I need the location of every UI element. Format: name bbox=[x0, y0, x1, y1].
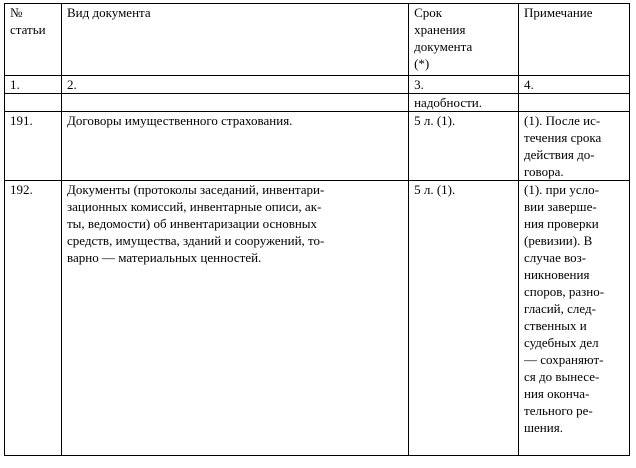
column-number-row bbox=[5, 76, 630, 94]
column-number-4: 4. bbox=[519, 76, 630, 94]
header-document-type: Вид документа bbox=[62, 4, 409, 76]
note-text: (1). После ис- течения срока действия до- говора. bbox=[519, 112, 630, 181]
document-retention-table bbox=[4, 3, 630, 456]
article-number: 192. bbox=[5, 181, 62, 456]
continuation-cell-1 bbox=[5, 94, 62, 112]
table-row bbox=[5, 112, 630, 181]
column-number-1: 1. bbox=[5, 76, 62, 94]
continuation-term-text: надобности. bbox=[409, 94, 519, 112]
column-number-2: 2. bbox=[62, 76, 409, 94]
note-text: (1). при усло- вии заверше- ния проверки (ревизии). В случае воз- никновения споров, разно- гласий, след- ственных и судебных дел — сохраняют- ся до вынесе- ния оконча- тельного ре- шения. bbox=[519, 181, 630, 456]
document-type: Документы (протоколы заседаний, инвентари- зационных комиссий, инвентарные описи, ак- ты, ведомости) об инвентаризации основных средств, имущества, зданий и сооружений, то- варно — материальных ценностей. bbox=[62, 181, 409, 456]
retention-term: 5 л. (1). bbox=[409, 112, 519, 181]
continuation-cell-2 bbox=[62, 94, 409, 112]
header-retention-term: Срок хранения документа (*) bbox=[409, 4, 519, 76]
document-type: Договоры имущественного страхования. bbox=[62, 112, 409, 181]
header-note: Примечание bbox=[519, 4, 630, 76]
article-number: 191. bbox=[5, 112, 62, 181]
column-number-3: 3. bbox=[409, 76, 519, 94]
table-row bbox=[5, 181, 630, 456]
header-article-number: № статьи bbox=[5, 4, 62, 76]
retention-term: 5 л. (1). bbox=[409, 181, 519, 456]
continuation-cell-4 bbox=[519, 94, 630, 112]
table-header-row bbox=[5, 4, 630, 76]
continuation-row bbox=[5, 94, 630, 112]
